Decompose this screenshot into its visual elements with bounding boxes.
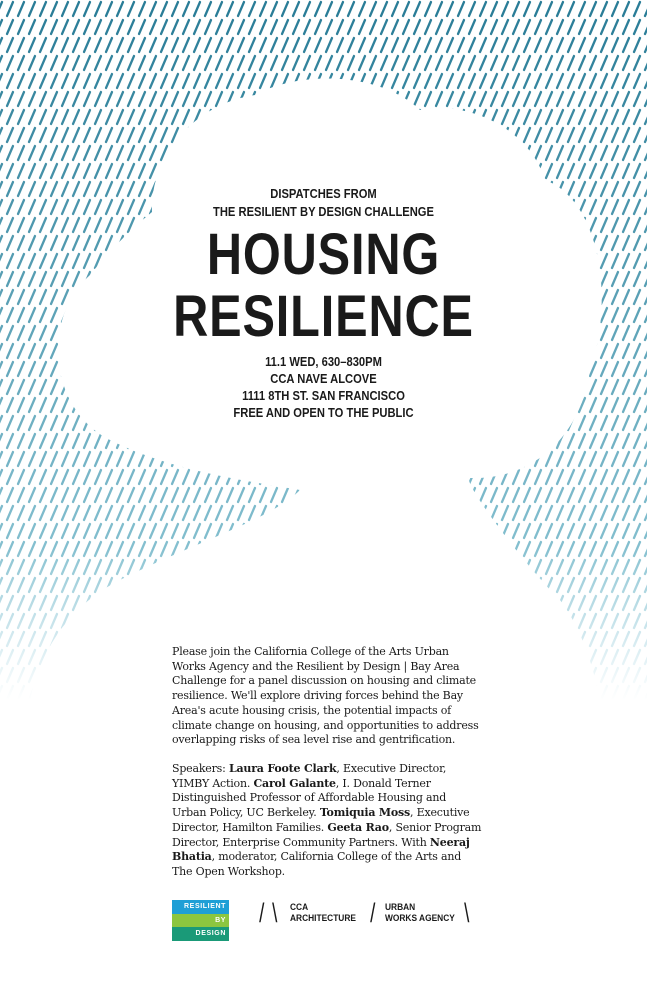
title-line2: RESILIENCE bbox=[173, 284, 474, 349]
cca-line2: ARCHITECTURE bbox=[290, 912, 356, 924]
speaker-name: Geeta Rao bbox=[327, 820, 389, 834]
cca-line1: CCA bbox=[290, 902, 309, 913]
speakers-lead: Speakers: bbox=[172, 762, 229, 775]
event-info bbox=[0, 353, 647, 421]
moderator-role: , moderator, California College of the Arts and The Open Workshop. bbox=[172, 850, 462, 878]
rbd-line3: DESIGN bbox=[172, 927, 229, 941]
resilient-by-design-logo bbox=[172, 900, 229, 941]
speaker-name: Laura Foote Clark bbox=[228, 762, 337, 775]
event-venue: CCA NAVE ALCOVE bbox=[270, 371, 377, 386]
cca-architecture-logo bbox=[290, 903, 356, 924]
slash-glyph: / bbox=[370, 898, 376, 928]
uwa-line1: URBAN bbox=[385, 902, 416, 913]
speaker-name: Carol Galante bbox=[253, 776, 336, 790]
title-line1: HOUSING bbox=[206, 222, 441, 287]
rbd-line1: RESILIENT bbox=[172, 900, 229, 914]
uwa-line2: WORKS AGENCY bbox=[385, 912, 455, 924]
page-title bbox=[0, 224, 647, 348]
event-when: 11.1 WED, 630–830PM bbox=[265, 354, 382, 369]
speaker-name: Tomiquia Moss bbox=[319, 806, 411, 820]
speaker-role: , Executive Director, YIMBY Action. bbox=[172, 762, 447, 790]
speaker-role: , Senior Program Director, Enterprise Community Partners. With bbox=[172, 820, 482, 849]
rbd-line2: BY bbox=[172, 914, 229, 928]
kicker-line1: DISPATCHES FROM bbox=[270, 186, 377, 201]
intro-paragraph: Please join the California College of the Arts Urban Works Agency and the Resilient by Design | Bay Area Challenge for a panel discussion on housing and climate resilience. We'll explore driving forces behind the Bay Area's acute housing crisis, the potential impacts of climate change on housing, and opportunities to address overlapping risks of sea level rise and gentrification. bbox=[172, 645, 479, 747]
kicker-line2: THE RESILIENT BY DESIGN CHALLENGE bbox=[213, 204, 434, 219]
speaker-role: , Executive Director, Hamilton Families. bbox=[172, 806, 470, 834]
moderator-name: Neeraj Bhatia bbox=[172, 835, 470, 864]
urban-works-agency-logo bbox=[385, 903, 455, 924]
event-address: 1111 8TH ST. SAN FRANCISCO bbox=[242, 388, 405, 403]
event-admission: FREE AND OPEN TO THE PUBLIC bbox=[233, 405, 414, 420]
speakers-paragraph bbox=[172, 762, 482, 880]
backslash-glyph: / bbox=[464, 898, 470, 928]
slash-glyph: / bbox=[259, 898, 265, 928]
backslash-glyph: / bbox=[272, 898, 278, 928]
speaker-role: , I. Donald Terner Distinguished Professor of Affordable Housing and Urban Policy, UC Berkeley. bbox=[172, 776, 447, 820]
kicker bbox=[0, 185, 647, 221]
